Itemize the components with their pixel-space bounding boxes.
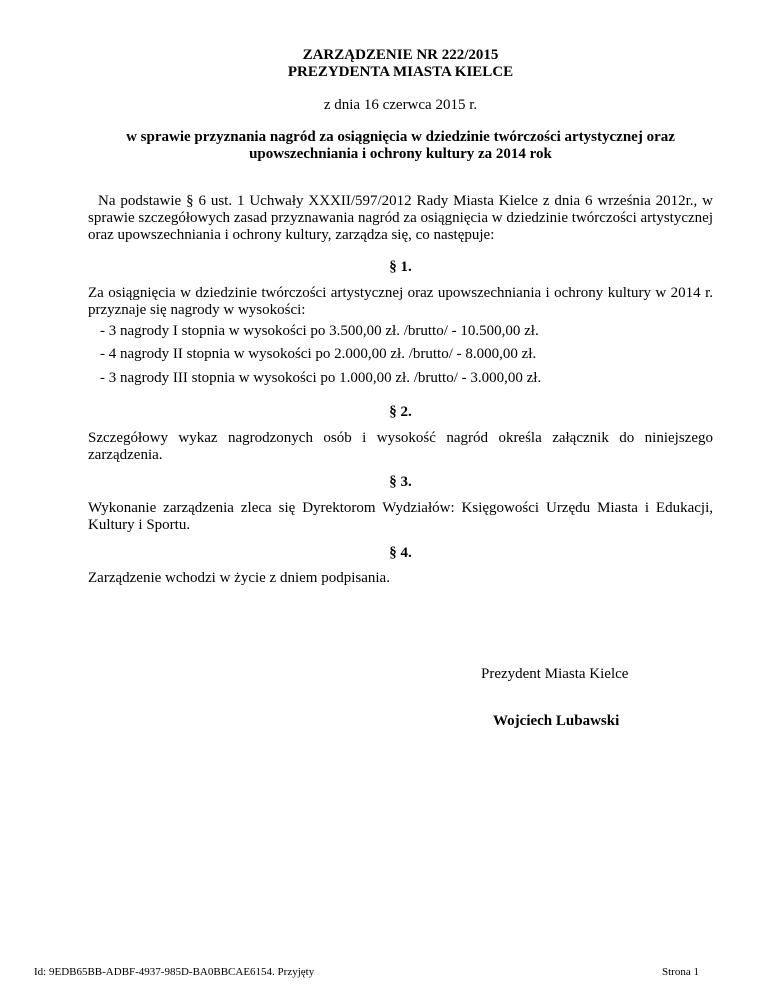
award-item-2: - 4 nagrody II stopnia w wysokości po 2.000,00 zł. /brutto/ - 8.000,00 zł. [100,346,537,362]
signature-name: Wojciech Lubawski [493,713,620,729]
section-3-heading: § 3. [389,474,412,490]
section-4-text: Zarządzenie wchodzi w życie z dniem podpisania. [88,570,390,586]
section-1-heading: § 1. [389,259,412,275]
document-subject [88,129,713,163]
intro-paragraph: Na podstawie § 6 ust. 1 Uchwały XXXII/597/2012 Rady Miasta Kielce z dnia 6 września 2012r., w sprawie szczegółowych zasad przyznawania nagród za osiągnięcia w dziedzinie twórczości artystycznej oraz upowszechniania i ochrony kultury, zarządza się, co następuje: [88,193,713,243]
section-2-heading: § 2. [389,404,412,420]
section-4-heading: § 4. [389,545,412,561]
award-item-3: - 3 nagrody III stopnia w wysokości po 1.000,00 zł. /brutto/ - 3.000,00 zł. [100,370,542,386]
page-number: Strona 1 [662,966,699,978]
subject-line-2: upowszechniania i ochrony kultury za 2014 rok [249,146,552,162]
document-issuer: PREZYDENTA MIASTA KIELCE [287,64,514,80]
award-item-1: - 3 nagrody I stopnia w wysokości po 3.500,00 zł. /brutto/ - 10.500,00 zł. [100,323,539,339]
document-id: Id: 9EDB65BB-ADBF-4937-985D-BA0BBCAE6154. Przyjęty [34,966,315,978]
document-title: ZARZĄDZENIE NR 222/2015 [302,47,499,63]
subject-line-1: w sprawie przyznania nagród za osiągnięcia w dziedzinie twórczości artystycznej oraz [126,129,675,145]
signature-role: Prezydent Miasta Kielce [481,666,629,682]
section-1-text: Za osiągnięcia w dziedzinie twórczości artystycznej oraz upowszechniania i ochrony kultury w 2014 r. przyznaje się nagrody w wysokości: [88,285,713,318]
section-3-text: Wykonanie zarządzenia zleca się Dyrektorom Wydziałów: Księgowości Urzędu Miasta i Edukacji, Kultury i Sportu. [88,500,713,533]
section-2-text: Szczegółowy wykaz nagrodzonych osób i wysokość nagród określa załącznik do niniejszego zarządzenia. [88,430,713,463]
document-date: z dnia 16 czerwca 2015 r. [323,97,478,113]
